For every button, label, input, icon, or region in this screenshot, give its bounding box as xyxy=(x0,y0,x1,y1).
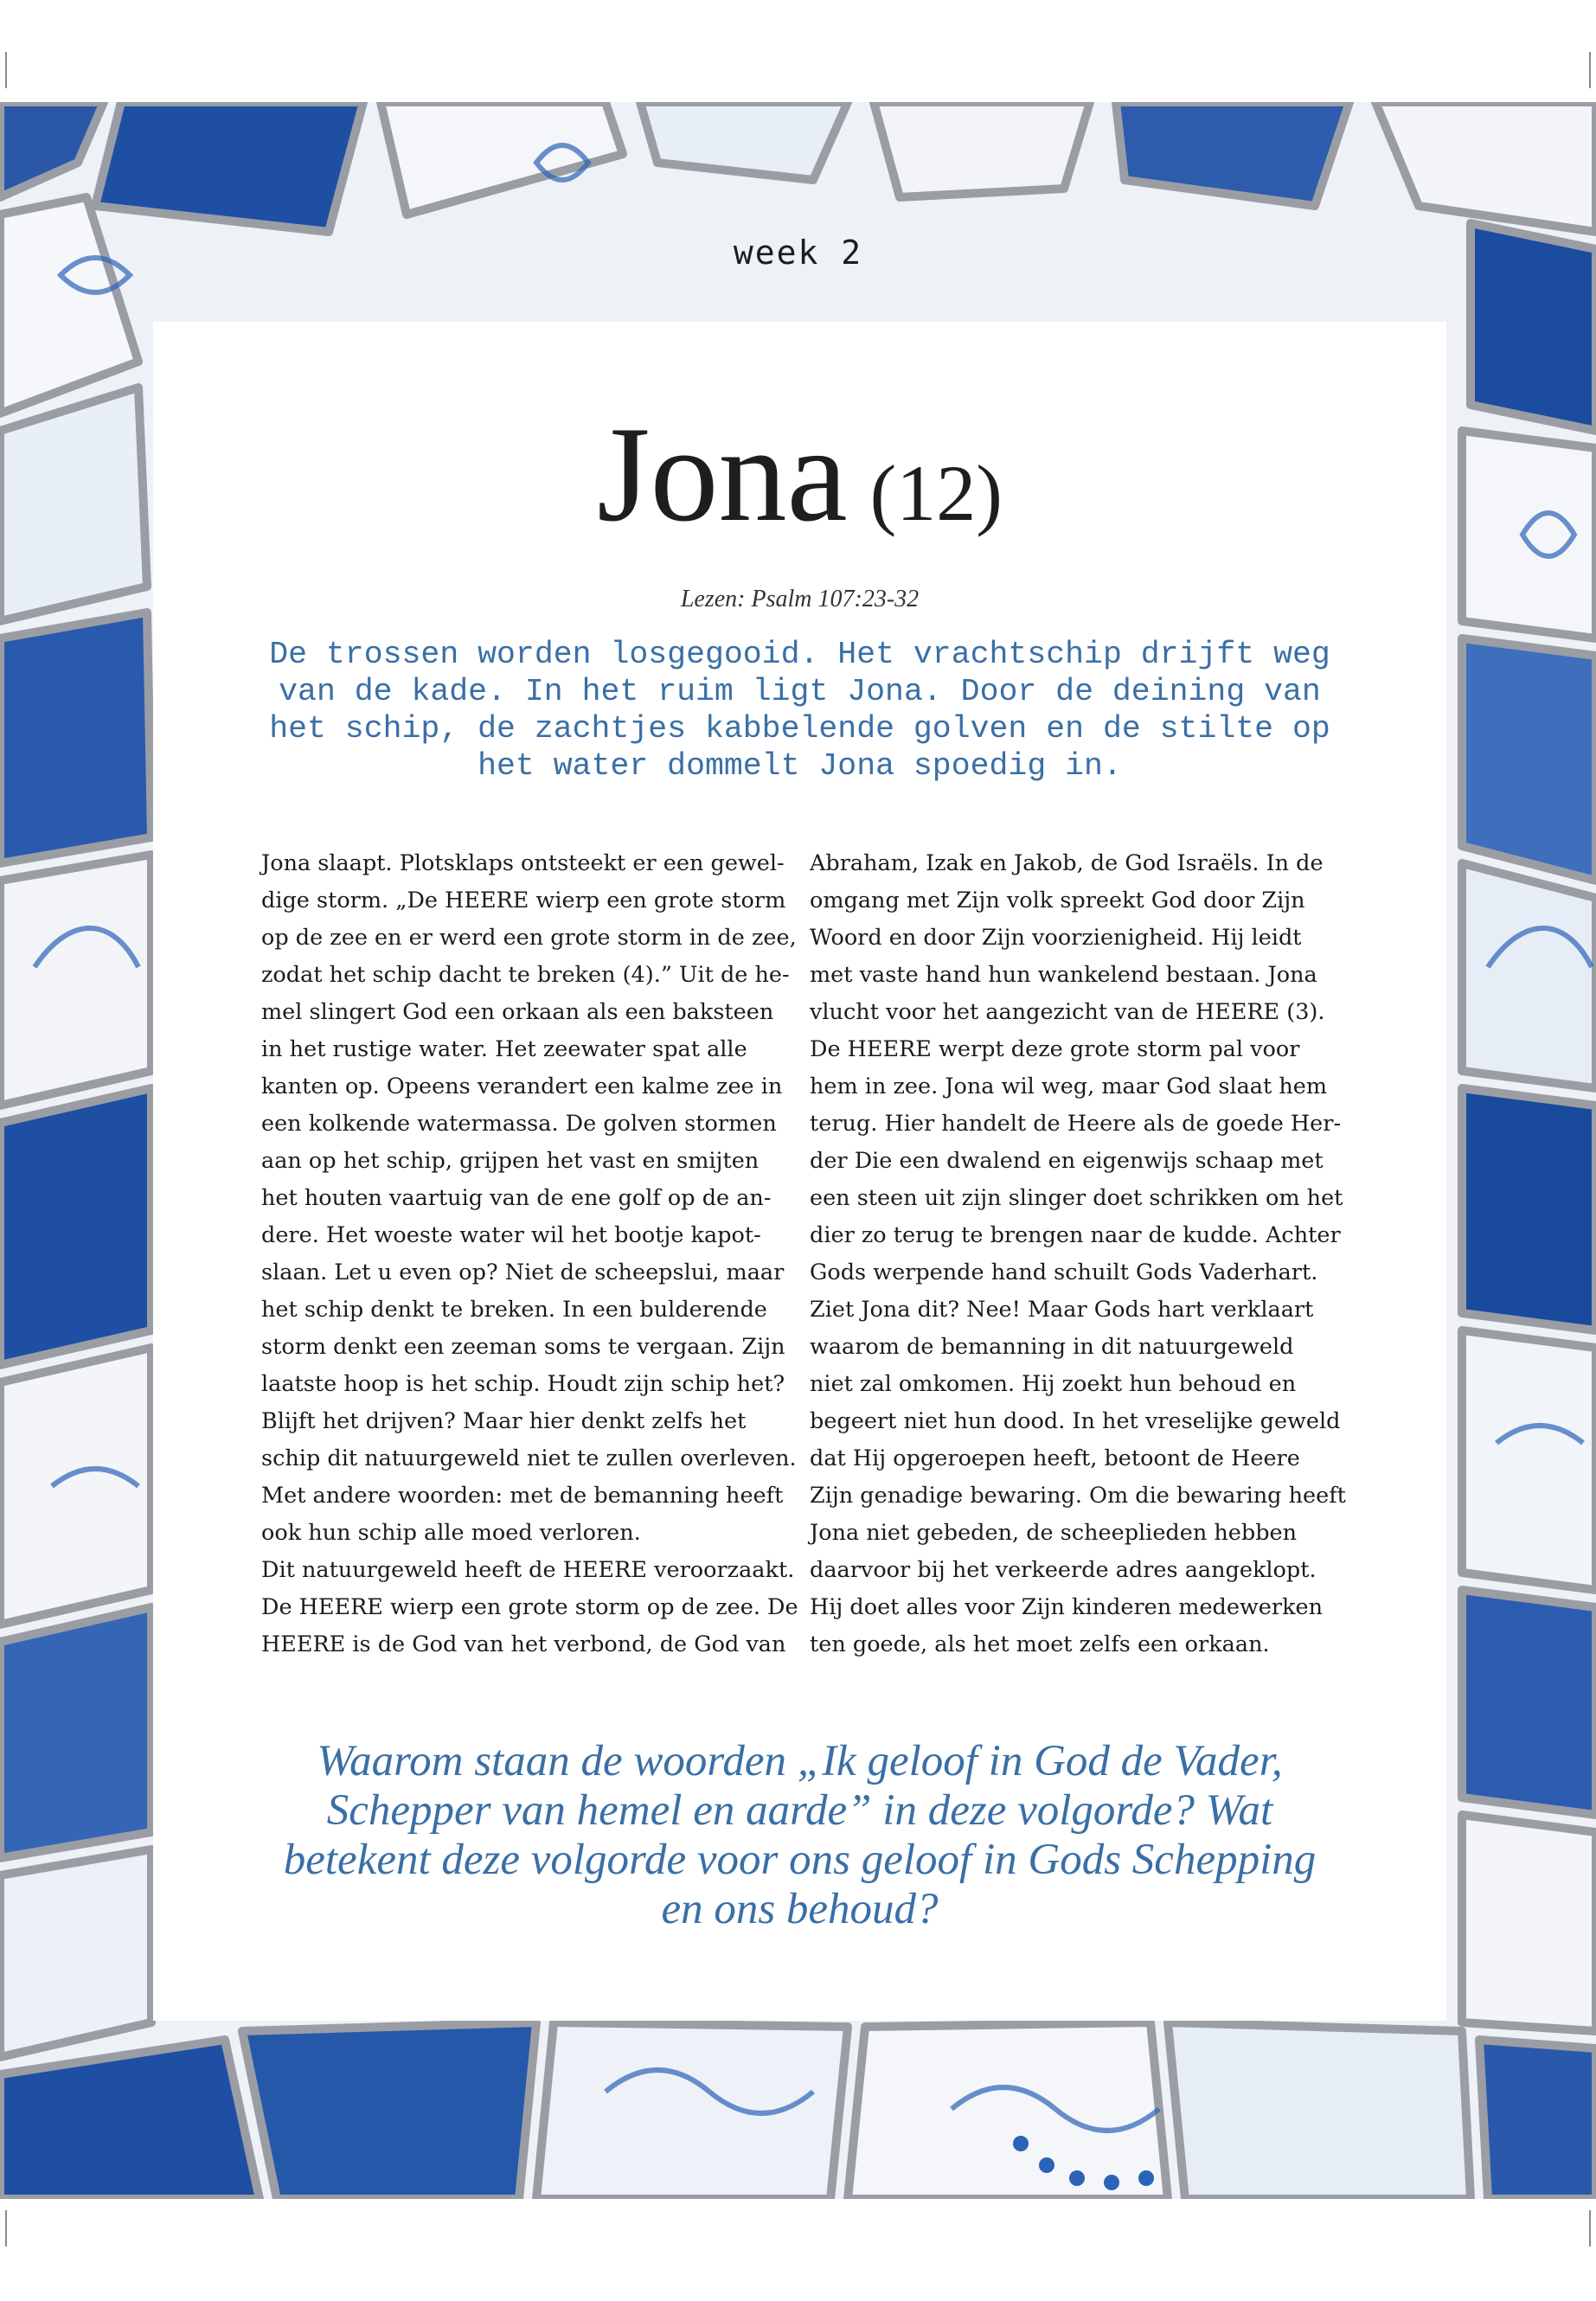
body-line: HEERE is de God van het verbond, de God van xyxy=(261,1631,786,1657)
body-line: waarom de bemanning in dit natuurgeweld xyxy=(810,1334,1294,1360)
title-text: Jona xyxy=(597,399,848,550)
question-line: en ons behoud? xyxy=(661,1885,939,1933)
body-line: Ziet Jona dit? Nee! Maar Gods hart verklaart xyxy=(810,1297,1314,1323)
body-line: Zijn genadige bewaring. Om die bewaring heeft xyxy=(810,1483,1346,1509)
question-line: betekent deze volgorde voor ons geloof in Gods Schepping xyxy=(283,1836,1317,1884)
body-line: Hij doet alles voor Zijn kinderen medewerken xyxy=(810,1594,1324,1620)
body-line: schip dit natuurgeweld niet te zullen overleven. xyxy=(261,1445,797,1471)
question-line: Schepper van hemel en aarde” in deze volgorde? Wat xyxy=(326,1786,1273,1835)
crop-mark-top-left xyxy=(5,52,7,88)
body-line: hem in zee. Jona wil weg, maar God slaat hem xyxy=(810,1074,1328,1099)
body-line: Blijft het drijven? Maar hier denkt zelfs het xyxy=(261,1408,747,1434)
body-column-left xyxy=(261,845,815,1663)
reflection-question xyxy=(205,1737,1394,1934)
body-line: slaan. Let u even op? Niet de scheepslui, maar xyxy=(261,1259,785,1285)
body-line: ook hun schip alle moed verloren. xyxy=(261,1520,641,1546)
body-line: zodat het schip dacht te breken (4).” Uit de he- xyxy=(261,962,790,988)
body-line: storm denkt een zeeman soms te vergaan. Zijn xyxy=(261,1334,785,1360)
body-line: in het rustige water. Het zeewater spat alle xyxy=(261,1036,747,1062)
body-line: dige storm. „De HEERE wierp een grote storm xyxy=(261,888,786,913)
crop-mark-top-right xyxy=(1589,52,1591,88)
body-line: Abraham, Izak en Jakob, de God Israëls. In de xyxy=(810,850,1324,876)
body-line: Dit natuurgeweld heeft de HEERE veroorzaakt. xyxy=(261,1557,795,1583)
body-line: een kolkende watermassa. De golven stormen xyxy=(261,1111,777,1137)
body-line: De HEERE werpt deze grote storm pal voor xyxy=(810,1036,1300,1062)
body-line: het schip denkt te breken. In een bulderende xyxy=(261,1297,767,1323)
body-line: omgang met Zijn volk spreekt God door Zijn xyxy=(810,888,1305,913)
title-number: (12) xyxy=(869,449,1003,537)
body-line: laatste hoop is het schip. Houdt zijn schip het? xyxy=(261,1371,785,1397)
body-line: ten goede, als het moet zelfs een orkaan. xyxy=(810,1631,1270,1657)
body-line: het houten vaartuig van de ene golf op de an- xyxy=(261,1185,772,1211)
body-line: begeert niet hun dood. In het vreselijke geweld xyxy=(810,1408,1341,1434)
body-line: Gods werpende hand schuilt Gods Vaderhart. xyxy=(810,1259,1318,1285)
body-line: daarvoor bij het verkeerde adres aangeklopt. xyxy=(810,1557,1317,1583)
body-line: Woord en door Zijn voorzienigheid. Hij leidt xyxy=(810,925,1302,951)
body-line: De HEERE wierp een grote storm op de zee. De xyxy=(261,1594,798,1620)
body-line: dere. Het woeste water wil het bootje kapot- xyxy=(261,1222,761,1248)
body-line: aan op het schip, grijpen het vast en smijten xyxy=(261,1148,760,1174)
body-column-right xyxy=(810,845,1363,1663)
body-line: dat Hij opgeroepen heeft, betoont de Heere xyxy=(810,1445,1300,1471)
intro-line: van de kade. In het ruim ligt Jona. Door de deining van xyxy=(279,674,1321,709)
crop-mark-bottom-left xyxy=(5,2210,7,2247)
body-line: Jona slaapt. Plotsklaps ontsteekt er een gewel- xyxy=(261,850,785,876)
body-line: op de zee en er werd een grote storm in de zee, xyxy=(261,925,797,951)
body-line: dier zo terug te brengen naar de kudde. Achter xyxy=(810,1222,1341,1248)
intro-line: het water dommelt Jona spoedig in. xyxy=(478,748,1122,784)
intro-line: De trossen worden losgegooid. Het vrachtschip drijft weg xyxy=(269,637,1330,672)
body-line: met vaste hand hun wankelend bestaan. Jona xyxy=(810,962,1317,988)
body-line: der Die een dwalend en eigenwijs schaap met xyxy=(810,1148,1324,1174)
body-line: mel slingert God een orkaan als een baksteen xyxy=(261,999,774,1025)
body-line: kanten op. Opeens verandert een kalme zee in xyxy=(261,1074,783,1099)
content-card xyxy=(153,322,1446,2021)
page-title xyxy=(153,396,1446,554)
intro-paragraph xyxy=(264,636,1336,785)
crop-mark-bottom-right xyxy=(1589,2210,1591,2247)
question-line: Waarom staan de woorden „Ik geloof in God de Vader, xyxy=(317,1737,1283,1785)
body-line: een steen uit zijn slinger doet schrikken om het xyxy=(810,1185,1343,1211)
body-line: vlucht voor het aangezicht van de HEERE (3). xyxy=(810,999,1325,1025)
body-line: Jona niet gebeden, de scheeplieden hebben xyxy=(810,1520,1298,1546)
reading-reference: Lezen: Psalm 107:23-32 xyxy=(680,586,920,612)
intro-line: het schip, de zachtjes kabbelende golven en de stilte op xyxy=(269,711,1330,747)
body-line: Met andere woorden: met de bemanning heeft xyxy=(261,1483,784,1509)
body-line: terug. Hier handelt de Heere als de goede Her- xyxy=(810,1111,1342,1137)
week-label: week 2 xyxy=(733,234,863,272)
body-line: niet zal omkomen. Hij zoekt hun behoud en xyxy=(810,1371,1297,1397)
